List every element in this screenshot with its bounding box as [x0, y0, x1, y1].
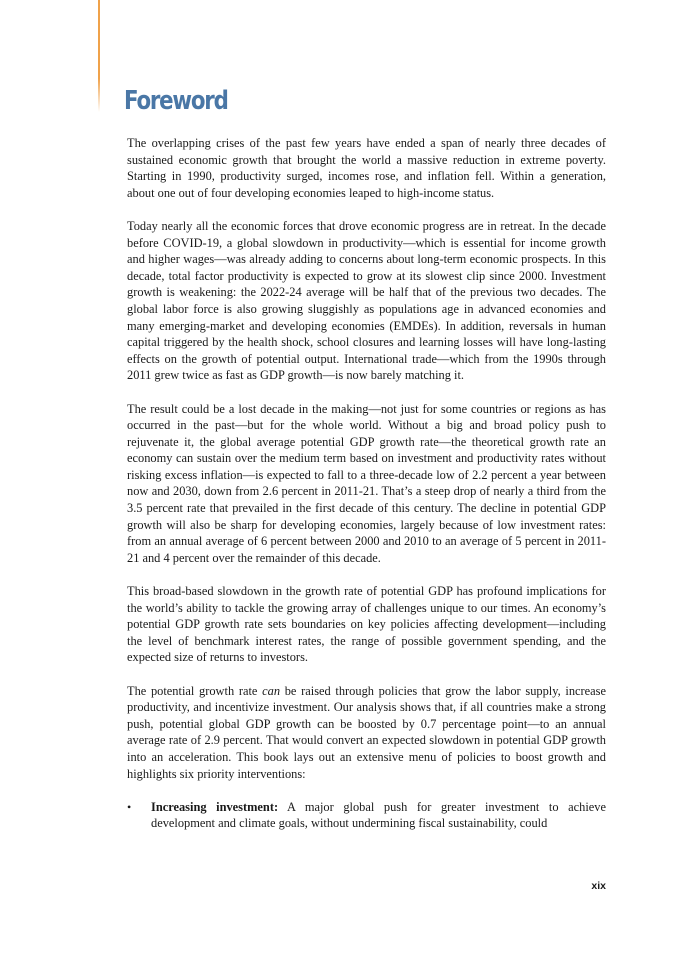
paragraph-5-emphasis: can [262, 683, 281, 698]
list-item-heading: Increasing investment: [151, 799, 279, 814]
paragraph-3: The result could be a lost decade in the making—not just for some countries or regions as has occurred in the past—but for the whole world. Without a big and broad policy push to rejuvenate it, the global average potential GDP growth rate—the theoretical growth rate an economy can sustain over the medium term based on investment and productivity rates without risking excess inflation—is expected to fall to a three-decade low of 2.2 percent a year between now and 2030, down from 2.6 percent in 2011-21. That’s a steep drop of nearly a third from the 3.5 percent rate that prevailed in the first decade of this century. The decline in potential GDP growth will also be sharp for developing economies, largely because of low investment rates: from an annual average of 6 percent between 2000 and 2010 to an average of 5 percent in 2011-21 and 4 percent over the remainder of this decade. [127, 401, 606, 565]
list-item [127, 799, 606, 832]
list-item-text: A major global push for greater investment to achieve development and climate goals, without undermining fiscal sustainability, could [151, 799, 606, 831]
body-text [127, 135, 606, 832]
paragraph-1: The overlapping crises of the past few years have ended a span of nearly three decades of sustained economic growth that brought the world a massive reduction in extreme poverty. Starting in 1990, productivity surged, incomes rose, and inflation fell. Within a generation, about one out of four developing economies leaped to high-income status. [127, 136, 606, 200]
paragraph-4: This broad-based slowdown in the growth rate of potential GDP has profound implications for the world’s ability to tackle the growing array of challenges unique to our times. An economy’s potential GDP growth rate sets boundaries on key policies affecting development—including the level of benchmark interest rates, the range of possible government spending, and the expected size of returns to investors. [127, 584, 606, 665]
page-title: Foreword [124, 86, 228, 116]
paragraph-5-end: be raised through policies that grow the labor supply, increase productivity, and incentivize investment. Our analysis shows that, if all countries make a strong push, potential global GDP growth can be boosted by 0.7 percentage point—to an annual average rate of 2.9 percent. That would convert an expected slowdown in potential GDP growth into an acceleration. This book lays out an extensive menu of policies to boost growth and highlights six priority interventions: [127, 683, 607, 781]
bullet-icon: • [127, 799, 132, 814]
paragraph-5-start: The potential growth rate [127, 683, 263, 698]
page-number: xix [591, 880, 606, 892]
accent-bar [98, 0, 100, 112]
paragraph-2: Today nearly all the economic forces that drove economic progress are in retreat. In the decade before COVID-19, a global slowdown in productivity—which is essential for income growth and higher wages—was already adding to concerns about long-term economic prospects. In this decade, total factor productivity is expected to grow at its slowest clip since 2000. Investment growth is weakening: the 2022-24 average will be half that of the previous two decades. The global labor force is also growing sluggishly as populations age in advanced economies and many emerging-market and developing economies (EMDEs). In addition, reversals in human capital triggered by the health shock, school closures and learning losses will have long-lasting effects on the growth of potential output. International trade—which from the 1990s through 2011 grew twice as fast as GDP growth—is now barely matching it. [127, 218, 606, 383]
priority-list [127, 799, 606, 832]
paragraph-5 [127, 683, 606, 783]
